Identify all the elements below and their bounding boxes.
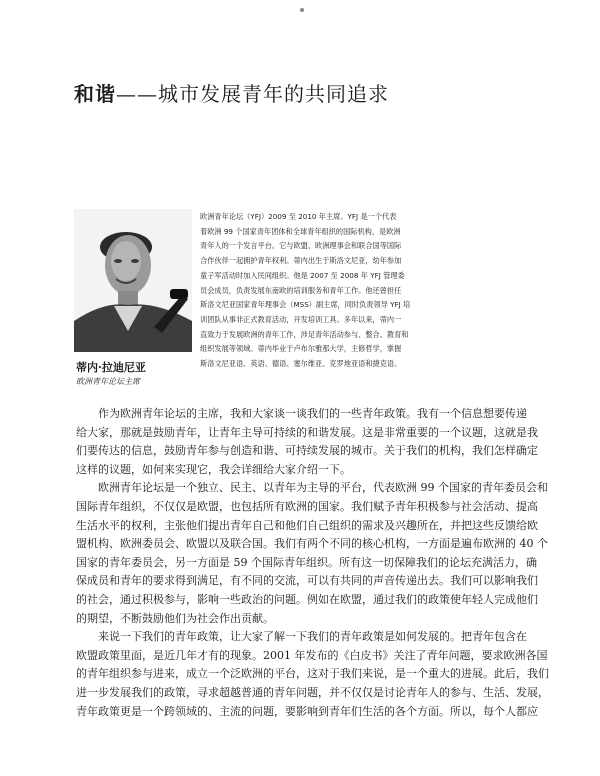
bio-line: 组织发展等领域。蒂内毕业于卢布尔雅那大学，主修哲学，掌握: [200, 344, 402, 354]
body-line: 保成员和青年的要求得到满足，有不同的交流，可以有共同的声音传递出去。我们可以影响我们: [76, 574, 538, 588]
portrait-icon: [74, 209, 192, 352]
body-line: 们要传达的信息，鼓励青年参与创造和谐、可持续发展的城市。关于我们的机构，我们怎样确定: [76, 444, 538, 458]
body-line: 的青年组织参与进来，成立一个泛欧洲的平台，这对于我们来说，是一个重大的进展。此后，我们: [76, 667, 549, 681]
bio-line: 青年人的一个发言平台。它与欧盟、欧洲理事会和联合国等国际: [200, 241, 402, 251]
body-line: 这样的议题，如何来实现它，我会详细给大家介绍一下。: [76, 462, 351, 476]
bio-line: 斯洛文尼亚语、英语、德语、塞尔维亚、克罗地亚语和捷克语。: [200, 359, 402, 369]
page-top-mark: [300, 8, 304, 12]
body-line: 给大家，那就是鼓励青年，让青年主导可持续的和谐发展。这是非常重要的一个议题，这就是我: [76, 425, 538, 439]
article-body: [76, 405, 549, 721]
body-line: 的期望，不断鼓励他们为社会作出贡献。: [76, 611, 274, 625]
bio-line: 着欧洲 99 个国家青年团体和全球青年组织的国际机构，是欧洲: [200, 226, 401, 236]
bio-line: 合作伙伴一起拥护青年权利。蒂内出生于斯洛文尼亚，幼年参加: [200, 256, 402, 266]
body-line: 生活水平的权利，主张他们提出青年自己和他们自己组织的需求及兴趣所在，并把这些反馈给欧: [76, 518, 538, 532]
title-bold: 和谐: [74, 82, 116, 106]
body-line: 盟机构、欧洲委员会、欧盟以及联合国。我们有两个不同的核心机构，一方面是遍布欧洲的 40 个: [76, 537, 548, 551]
body-line: 国家的青年委员会，另一方面是 59 个国际青年组织。所有这一切保障我们的论坛充满活力，确: [76, 555, 537, 569]
bio-line: 员会成员，负责发展东南欧的培训服务和青年工作。他还曾担任: [200, 285, 402, 295]
speaker-bio: [200, 210, 538, 372]
bio-line: 欧洲青年论坛（YFJ）2009 至 2010 年主席。YFJ 是一个代表: [200, 212, 397, 221]
bio-line: 斯洛文尼亚国家青年理事会（MSS）副主席，同时负责领导 YFJ 培: [200, 300, 411, 310]
speaker-role: 欧洲青年论坛主席: [76, 377, 140, 386]
body-line: 来说一下我们的青年政策，让大家了解一下我们的青年政策是如何发展的。把青年包含在: [98, 630, 527, 644]
article-title: [74, 78, 389, 107]
body-line: 进一步发展我们的政策，寻求超越普通的青年问题，并不仅仅是讨论青年人的参与、生活、发展，: [76, 685, 549, 699]
body-line: 欧洲青年论坛是一个独立、民主、以青年为主导的平台，代表欧洲 99 个国家的青年委员会和: [98, 481, 548, 495]
title-rest: ——城市发展青年的共同追求: [116, 82, 389, 106]
bio-line: 训团队从事非正式教育活动，开发培训工具。多年以来，蒂内一: [200, 314, 402, 324]
body-line: 青年政策更是一个跨领域的、主流的问题，要影响到青年们生活的各个方面。所以，每个人都应: [76, 704, 538, 718]
portrait-photo: [74, 209, 192, 352]
body-line: 作为欧洲青年论坛的主席，我和大家谈一谈我们的一些青年政策。我有一个信息想要传递: [98, 407, 527, 420]
speaker-name: 蒂内·拉迪尼亚: [76, 361, 146, 374]
body-line: 国际青年组织，不仅仅是欧盟，也包括所有欧洲的国家。我们赋予青年积极参与社会活动、提高: [76, 499, 538, 513]
body-line: 的社会，通过积极参与，影响一些政治的问题。例如在欧盟，通过我们的政策使年轻人完成他们: [76, 592, 538, 606]
bio-line: 童子军活动时加入民间组织。他是 2007 至 2008 年 YFJ 管理委: [200, 270, 405, 280]
body-line: 欧盟政策里面，是近几年才有的现象。2001 年发布的《白皮书》关注了青年问题，要求欧洲各国: [76, 648, 548, 662]
bio-line: 直致力于发展欧洲的青年工作，涉足青年活动参与、整合、教育和: [200, 329, 409, 339]
